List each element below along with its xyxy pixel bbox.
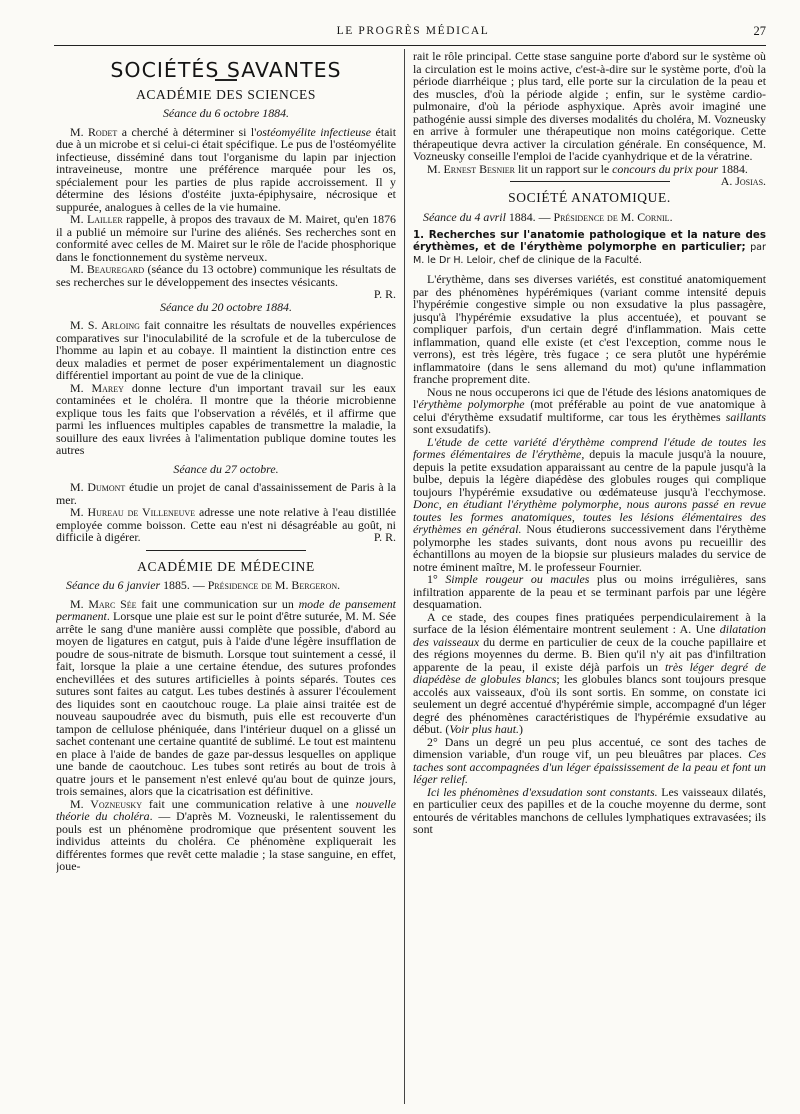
session-date: Séance du 4 avril 1884. — Présidence de M. Cornil.	[423, 209, 673, 224]
presidence: Présidence de M. Bergeron.	[207, 578, 341, 592]
paragraph-beauregard: M. Beauregard (séance du 13 octobre) communique les résultats de ses recherches sur le développement des insectes vésicants.	[56, 262, 396, 289]
speaker-name: M. Vozneusky	[70, 796, 142, 811]
societe-anatomique-heading: SOCIÉTÉ ANATOMIQUE.	[508, 190, 671, 205]
left-column	[56, 50, 396, 1108]
section-main-title: SOCIÉTÉS SAVANTES	[110, 58, 342, 82]
paragraph: 2° Dans un degré un peu plus accentué, ce sont des taches de dimension variable, d'un rouge vif, un peu bleuâtres par places. Ces taches sont accompagnées d'un léger épaississement de la peau et font un léger relief.	[413, 734, 766, 786]
speaker-name: M. Dumont	[70, 480, 126, 494]
speaker-name: M. Beauregard	[70, 262, 145, 276]
academie-sciences-heading: ACADÉMIE DES SCIENCES	[136, 86, 316, 102]
paragraph: L'érythème, dans ses diverses variétés, est constitué anatomiquement par des phénomènes hypérémiques (variant comme intensité depuis l'hypérémie congestive simple ou non exsudative la plus passagère, jusqu'à l'hypérémie exsudative la plus accentuée), et pouvant se compliquer parfois, d'un certain degré d'inflammation. Mais cette inflammation, quand elle existe (et c'est l'exception, comme nous le verrons), est très légère, très fugace ; ce sera plutôt une hypérémie inflammatoire (dans le sens allemand du mot) qu'une inflammation franche proprement dite.	[413, 272, 766, 386]
right-column	[413, 50, 766, 1108]
paragraph: Ici les phénomènes d'exsudation sont constants. Les vaisseaux dilatés, en particulier ceux des papilles et de la couche moyenne du derme, sont entourés de véritables manchons de cellules lymphatiques extravasées; ils sont	[413, 784, 766, 836]
paragraph-marey: M. Marey donne lecture d'un important travail sur les eaux contaminées et le choléra. Il montre que la théorie microbienne explique tous les faits que l'observation a révélés, et il affirme que parmi les influences multiples capables de transmettre la maladie, la souillure des eaux livrées à l'alimentation publique domine toutes les autres	[56, 380, 396, 457]
speaker-name: M. Hureau de Villeneuve	[70, 505, 196, 519]
running-title: LE PROGRÈS MÉDICAL	[336, 25, 490, 37]
paragraph-rodet: M. Rodet a cherché à déterminer si l'ostéomyélite infectieuse était due à un microbe et si celui-ci était spécifique. Le pus de l'ostéomyélite infectieuse, disséminé dans tout l'organisme du lapin par injection intraveineuse, montre une préférence marquée pour les os, spécialement pour les parties de plus rapide accroissement. Il y détermine des lésions d'ostéite juxta-épiphysaire, nécrosique et suppurée, analogues à celles de la vie humaine.	[56, 124, 396, 214]
paragraph-marc-see: M. Marc Sée fait une communication sur un mode de pansement permanent. Lorsque une plaie est sur le point d'être suturée, M. M. Sée arrête le sang d'une manière aussi complète que possible, d'abord au moyen de ligatures en catgut, puis à l'aide d'une légère insufflation de poudre de sous-nitrate de bismuth. Lorsque tout suintement a cessé, il fait, lorsque la plaie a une certaine étendue, des sutures profondes enchevillées et des sutures artificielles à points séparés. Toutes ces sutures sont faites au catgut. Les tubes destinés à assurer l'écoulement des liquides sont en caoutchouc rouge. La plaie ainsi traitée est de nouveau saupoudrée avec du bismuth, puis elle est recouverte d'un tampon de cellulose phéniquée, dans l'intérieur duquel on a glissé un sachet contenant une certaine quantité de sublimé. Le tout est maintenu en place à l'aide de bandes de gaze par-dessus lesquelles on applique une bande de caoutchouc. Les tubes sont retirés au bout de trois à quatre jours et le pansement n'est enlevé qu'au bout de quinze jours, trois semaines, alors que la cicatrisation est définitive.	[56, 596, 396, 798]
section-separator	[510, 181, 670, 182]
speaker-name: M. Lailler	[70, 212, 123, 226]
paragraph-hureau: M. Hureau de Villeneuve adresse une note relative à l'eau distillée employée comme boisson. Cette eau n'est ni désagréable au goût, ni difficile à digérer. P. R.	[56, 505, 396, 544]
academie-medecine-heading: ACADÉMIE DE MÉDECINE	[137, 558, 315, 574]
paragraph-vozneusky: M. Vozneusky fait une communication relative à une nouvelle théorie du choléra. — D'après M. Vozneuski, le ralentissement du pouls est un phénomène prodromique que présentent souvent les individus atteints du choléra. Ce phénomène expliquerait les différentes formes que revêt cette maladie ; la stase sanguine, en effet, joue-	[56, 796, 396, 873]
article-title: 1. Recherches sur l'anatomie pathologique et la nature des érythèmes, et de l'érythème polymorphe en particulier; par M. le Dr H. Leloir, chef de clinique de la Faculté.	[413, 229, 766, 266]
speaker-name: M. Marey	[70, 380, 124, 395]
running-header	[60, 22, 766, 44]
signature: P. R.	[373, 287, 396, 301]
header-rule	[54, 45, 766, 46]
section-separator	[146, 550, 306, 551]
presidence: Présidence de M. Cornil.	[553, 209, 673, 224]
paragraph-arloing: M. S. Arloing fait connaitre les résultats de nouvelles expériences comparatives sur l'inoculabilité de la scrofule et de la tuberculose de l'homme au lapin et au cobaye. Il maintient la distinction entre ces deux maladies et permet de poser expérimentalement un diagnostic différentiel important au point de vue de la clinique.	[56, 318, 396, 382]
speaker-name: M. S. Arloing	[70, 318, 140, 332]
signature: A. Josias.	[720, 174, 766, 188]
speaker-name: M. Marc Sée	[70, 596, 137, 611]
paragraph: L'étude de cette variété d'érythème comprend l'étude de toutes les formes élémentaires de l'érythème, depuis la macule jusqu'à la nouure, depuis la petite exsudation apparaissant au centre de la papule jusqu'à la bulbe, depuis la légère diapédèse des globules rouges qui complique toujours l'hypérémie exsudative ou œdémateuse jusqu'à l'ecchymose. Donc, en étudiant l'érythème polymorphe, nous aurons passé en revue toutes les formes anatomiques, toutes les lésions élémentaires des érythèmes en général. Nous étudierons successivement dans l'érythème polymorphe les stades suivants, dont nous avons pu recueillir des échantillons au moyen de la biopsie sur plusieurs malades du service de notre éminent maître, M. le professeur Fournier.	[413, 434, 766, 574]
paragraph-besnier: M. Ernest Besnier lit un rapport sur le concours du prix pour 1884. A. Josias.	[427, 161, 766, 188]
paragraph: 1° Simple rougeur ou macules plus ou moins irrégulières, sans infiltration apparente de la peau et se terminant parfois par une légère desquamation.	[413, 572, 766, 611]
column-rule	[404, 49, 405, 1104]
paragraph: Nous ne nous occuperons ici que de l'étude des lésions anatomiques de l'érythème polymorphe (mot préférable au point de vue anatomique à celui d'érythème exsudatif multiforme, car tous les érythèmes saillants sont exsudatifs).	[413, 384, 766, 436]
page-number: 27	[753, 24, 766, 38]
paragraph: A ce stade, des coupes fines pratiquées perpendiculairement à la surface de la lésion élémentaire montrent seulement : A. Une dilatation des vaisseaux du derme en particulier de ceux de la couche papillaire et des régions moyennes du derme. B. Bien qu'il n'y ait pas d'infiltration apparente de la peau, il existe déjà parfois un très léger degré de diapédèse de globules blancs; les globules blancs sont toujours presque accolés aux vaisseaux, d'où ils sont sortis. En somme, on constate ici seulement un degré accentué d'hypérémie simple, accompagné d'un léger degré des phénomènes caractéristiques de l'hypérémie exsudative au début. (Voir plus haut.)	[413, 609, 766, 736]
speaker-name: M. Rodet	[70, 124, 118, 139]
speaker-name: M. Ernest Besnier	[427, 161, 516, 176]
paragraph-continuation: rait le rôle principal. Cette stase sanguine porte d'abord sur le système où la circulation est le moins active, c'est-à-dire sur le système porte, d'où la période diarrhéique ; plus tard, elle porte sur la circulation de la peau et des muscles, d'où la période algide ; enfin, sur le système cardio-pulmonaire, d'où la période asphyxique. Après avoir imaginé une pathogénie aussi simple des diverses modalités du choléra, M. Vozneusky en arrive à formuler une thérapeutique non moins catégorique. Cette thérapeutique devra activer la circulation générale. En conséquence, M. Vozneusky conseille l'emploi de l'acide cyanhydrique et de la vératrine.	[413, 50, 766, 163]
session-date: Séance du 20 octobre 1884.	[160, 299, 292, 314]
session-date: Séance du 6 octobre 1884.	[162, 106, 290, 120]
paragraph-lailler: M. Lailler rappelle, à propos des travaux de M. Mairet, qu'en 1876 il a publié un mémoire sur l'urine des aliénés. Ses recherches sont en conformité avec celles de M. Mairet sur le rôle de l'acide phosphorique dans le fonctionnement du système nerveux.	[56, 212, 396, 264]
signature: P. R.	[373, 530, 396, 544]
article-author: par M. le Dr H. Leloir, chef de clinique de la Faculté.	[413, 242, 766, 266]
session-date: Séance du 27 octobre.	[173, 461, 279, 476]
session-date: Séance du 6 janvier 1885. — Présidence de M. Bergeron.	[66, 578, 341, 592]
paragraph-dumont: M. Dumont étudie un projet de canal d'assainissement de Paris à la mer.	[56, 480, 396, 507]
